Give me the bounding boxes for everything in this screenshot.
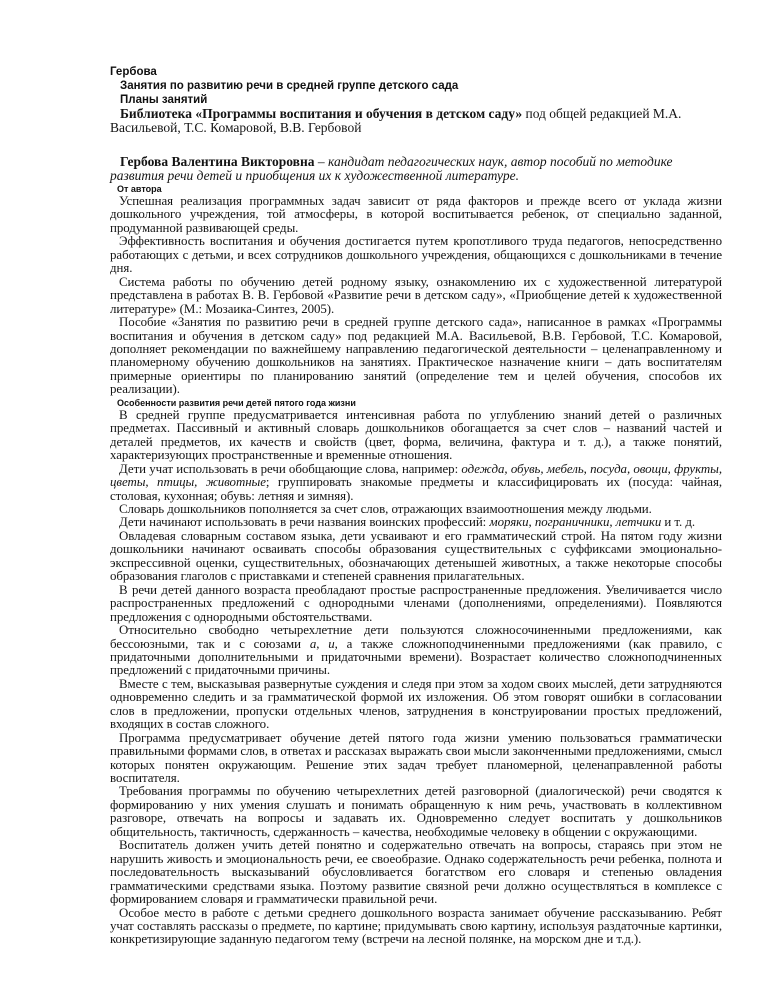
- italic-run: одежда, обувь, мебель, посуда, овощи, фрукты, цветы, птицы, животные: [110, 461, 722, 490]
- text-run: Относительно свободно четырехлетние дети пользуются сложносочиненными предложениями, как бессоюзными, так и с союзами: [110, 623, 722, 651]
- paragraph: [110, 624, 722, 678]
- text-run: и т. д.: [661, 515, 696, 530]
- author-surname: Гербова: [110, 66, 157, 78]
- series-editors: под общей редакцией М.А. Васильевой, Т.С. Комаровой, В.В. Гербовой: [110, 106, 682, 135]
- italic-run: и: [328, 636, 335, 651]
- paragraph: Пособие «Занятия по развитию речи в средней группе детского сада», написанное в рамках «Программы воспитания и обучения в детском саду» под редакцией М.А. Васильевой, В.В. Гербовой, Т.С. Комаровой, дополняет рекомендации по важнейшему направлению педагогической деятельности – целенаправленному и планомерному обучению дошкольников на занятиях. Практическое назначение книги – дать воспитателям примерные ориентиры по планированию занятий (определение тем и целей обучения, способов их реализации).: [110, 315, 722, 397]
- paragraph: Программа предусматривает обучение детей пятого года жизни умению пользоваться грамматически правильными формами слов, в ответах и рассказах выражать свои мысли законченными предложениями, смысл которых понятен окружающим. Решение этих задач требует планомерной, целенаправленной работы воспитателя.: [110, 730, 722, 786]
- section-heading-from-author: От автора: [117, 184, 162, 194]
- series-line: [110, 107, 722, 135]
- author-note: [110, 155, 722, 183]
- paragraph: Овладевая словарным составом языка, дети усваивают и его грамматический строй. На пятом году жизни дошкольники начинают осваивать способы образования существительных с суффиксами эмоционально-экспрессивной оценки, существительных, обозначающих детенышей животных, а также некоторые способы образования глаголов с приставками и степеней сравнения прилагательных.: [110, 528, 722, 584]
- text-run: Дети учат использовать в речи обобщающие слова, например:: [119, 461, 462, 476]
- paragraph: Эффективность воспитания и обучения достигается путем кропотливого труда педагогов, непосредственно работающих с детьми, и всех сотрудников дошкольного учреждения, общающихся с дошкольниками в течение дня.: [110, 234, 722, 276]
- series-name: Библиотека «Программы воспитания и обучения в детском саду»: [120, 106, 523, 121]
- text-run: ,: [316, 636, 329, 651]
- paragraph: Система работы по обучению детей родному языку, ознакомлению их с художественной литературой представлена в работах В. В. Гербовой «Развитие речи в детском саду», «Приобщение детей к художественной литературе» (М.: Мозаика-Синтез, 2005).: [110, 274, 722, 316]
- paragraph: Вместе с тем, высказывая развернутые суждения и следя при этом за ходом своих мыслей, дети затрудняются одновременно следить и за грамматической формой их изложения. Об этом говорят ошибки в согласовании слов в предложении, пропуски отдельных членов, затруднения в конструировании простых предложений, входящих в состав сложного.: [110, 676, 722, 732]
- text-run: , а также сложноподчиненными предложениями (как правило, с придаточными дополнительными и придаточными времени). Возрастает количество сложноподчиненных предложений с придаточными причины.: [110, 636, 722, 678]
- paragraph: Особое место в работе с детьми среднего дошкольного возраста занимает обучение рассказыванию. Ребят учат составлять рассказы о предмете, по картине; придумывать свою картину, используя раздаточные картинки, конкретизирующие заданную педагогом тему (встречи на лесной полянке, на морском дне и т.д.).: [110, 905, 722, 947]
- book-subtitle: Планы занятий: [120, 94, 208, 106]
- text-run: ; группировать знакомые предметы и классифицировать их (посуда: чайная, столовая, кухонная; обувь: летняя и зимняя).: [110, 475, 722, 503]
- paragraph: [110, 463, 722, 503]
- author-description: кандидат педагогических наук, автор пособий по методике развития речи детей и приобщения их к художественной литературе.: [110, 154, 673, 183]
- paragraph: Воспитатель должен учить детей понятно и содержательно отвечать на вопросы, стараясь при этом не нарушить живость и эмоциональность речи, ее своеобразие. Однако содержательность речи ребенка, полнота и последовательность высказываний обусловливается богатством его словаря и степенью овладения грамматическими средствами языка. Поэтому развитие связной речи должно осуществляться в комплексе с формированием словаря и грамматически правильной речи.: [110, 838, 722, 907]
- author-dash: –: [314, 154, 328, 169]
- paragraph: Словарь дошкольников пополняется за счет слов, отражающих взаимоотношения между людьми.: [119, 501, 652, 516]
- section-heading-speech-features: Особенности развития речи детей пятого года жизни: [117, 397, 356, 408]
- author-name: Гербова Валентина Викторовна: [120, 154, 315, 169]
- paragraph: Успешная реализация программных задач зависит от ряда факторов и прежде всего от уклада жизни дошкольного учреждения, той атмосферы, в которой воспитывается ребенок, от специально заданной, продуманной развивающей среды.: [110, 194, 722, 235]
- paragraph: В средней группе предусматривается интенсивная работа по углублению знаний детей о различных предметах. Пассивный и активный словарь дошкольников обогащается за счет слов – названий частей и деталей предметов, их качеств и свойств (цвет, форма, величина, фактура и т. д.), а также понятий, характеризующих пространственные и временные отношения.: [110, 407, 722, 463]
- paragraph: Требования программы по обучению четырехлетних детей разговорной (диалогической) речи сводятся к формированию у них умения слушать и понимать обращенную к ним речь, участвовать в коллективном разговоре, отвечать на вопросы и задавать их. Одновременно следует воспитать у дошкольников общительность, тактичность, сдержанность – качества, необходимые человеку в общении с окружающими.: [110, 784, 722, 839]
- italic-run: моряки, пограничники, летчики: [489, 515, 662, 530]
- document-page: [110, 65, 722, 947]
- book-title: Занятия по развитию речи в средней группе детского сада: [120, 80, 459, 92]
- text-run: Дети начинают использовать в речи названия воинских профессий:: [119, 515, 490, 530]
- paragraph: [110, 516, 722, 529]
- italic-run: а: [309, 636, 317, 651]
- paragraph: В речи детей данного возраста преобладают простые распространенные предложения. Увеличивается число распространенных предложений с однородными членами (дополнениями, определениями). Появляются предложения с однородными обстоятельствами.: [110, 582, 722, 624]
